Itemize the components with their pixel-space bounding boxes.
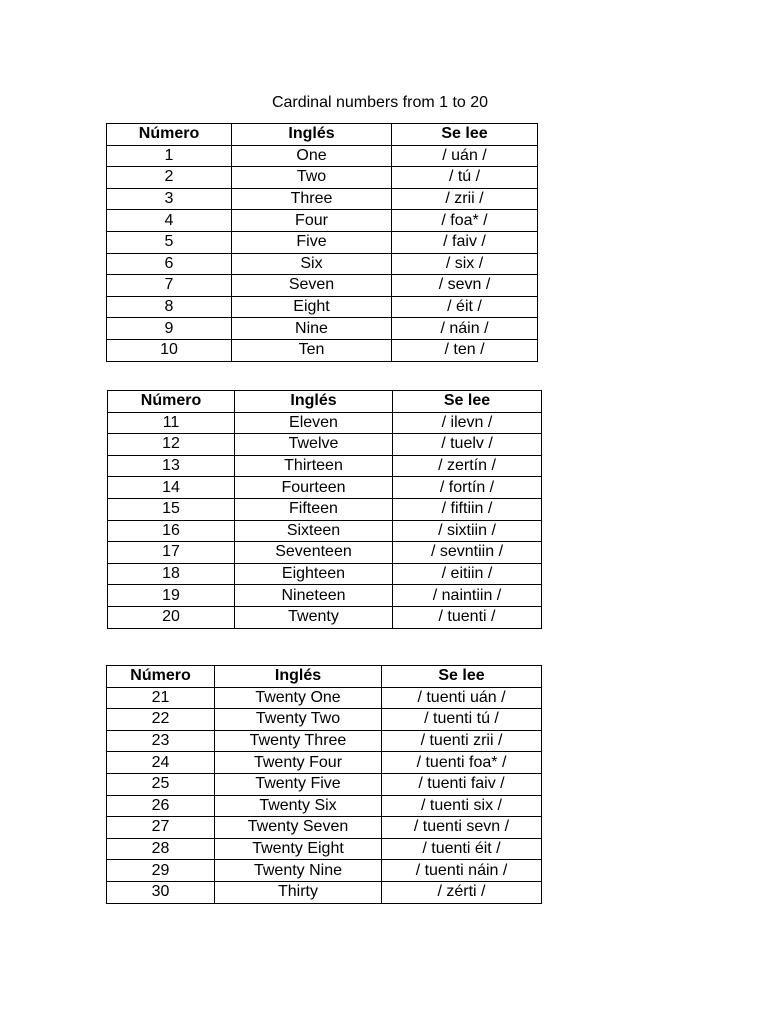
cell-se-lee: / zrii / xyxy=(392,188,538,210)
cell-ingles: Fifteen xyxy=(235,498,393,520)
cell-ingles: Fourteen xyxy=(235,477,393,499)
cell-se-lee: / faiv / xyxy=(392,231,538,253)
table-row xyxy=(107,275,538,297)
table-row xyxy=(107,145,538,167)
cell-ingles: Eight xyxy=(232,296,392,318)
cell-ingles: Six xyxy=(232,253,392,275)
cell-ingles: Three xyxy=(232,188,392,210)
cell-se-lee: / foa* / xyxy=(392,210,538,232)
table-row xyxy=(108,585,542,607)
cell-se-lee: / sixtiin / xyxy=(393,520,542,542)
cell-numero: 3 xyxy=(107,188,232,210)
table-row xyxy=(107,860,542,882)
cell-se-lee: / tuelv / xyxy=(393,434,542,456)
cell-ingles: Twenty One xyxy=(215,687,382,709)
cell-ingles: Seven xyxy=(232,275,392,297)
cell-se-lee: / tuenti tú / xyxy=(382,709,542,731)
table-header-row xyxy=(107,666,542,688)
cell-ingles: Twenty Nine xyxy=(215,860,382,882)
table-row xyxy=(107,730,542,752)
cell-numero: 12 xyxy=(108,434,235,456)
cell-se-lee: / náin / xyxy=(392,318,538,340)
cell-ingles: Sixteen xyxy=(235,520,393,542)
cell-se-lee: / sevn / xyxy=(392,275,538,297)
table-row xyxy=(107,188,538,210)
cell-numero: 28 xyxy=(107,838,215,860)
table-row xyxy=(107,231,538,253)
table-row xyxy=(108,542,542,564)
cell-numero: 16 xyxy=(108,520,235,542)
cell-ingles: Nine xyxy=(232,318,392,340)
cell-numero: 21 xyxy=(107,687,215,709)
cell-ingles: Seventeen xyxy=(235,542,393,564)
cell-numero: 7 xyxy=(107,275,232,297)
cell-numero: 17 xyxy=(108,542,235,564)
cell-numero: 23 xyxy=(107,730,215,752)
table-row xyxy=(108,498,542,520)
cell-numero: 25 xyxy=(107,773,215,795)
header-se-lee: Se lee xyxy=(393,391,542,413)
cell-ingles: Thirteen xyxy=(235,455,393,477)
table-row xyxy=(107,296,538,318)
cell-ingles: Four xyxy=(232,210,392,232)
cell-se-lee: / zérti / xyxy=(382,881,542,903)
table-row xyxy=(108,606,542,628)
cell-se-lee: / tuenti faiv / xyxy=(382,773,542,795)
cell-numero: 20 xyxy=(108,606,235,628)
table-row xyxy=(107,339,538,361)
table-row xyxy=(108,434,542,456)
cell-numero: 29 xyxy=(107,860,215,882)
table-row xyxy=(108,477,542,499)
cell-numero: 15 xyxy=(108,498,235,520)
cell-numero: 5 xyxy=(107,231,232,253)
table-header-row xyxy=(108,391,542,413)
cell-se-lee: / uán / xyxy=(392,145,538,167)
cell-ingles: One xyxy=(232,145,392,167)
numbers-table-11-20 xyxy=(107,390,542,629)
table-row xyxy=(108,412,542,434)
cell-numero: 9 xyxy=(107,318,232,340)
cell-ingles: Eleven xyxy=(235,412,393,434)
cell-numero: 10 xyxy=(107,339,232,361)
cell-se-lee: / zertín / xyxy=(393,455,542,477)
header-numero: Número xyxy=(107,124,232,146)
table-row xyxy=(108,455,542,477)
cell-se-lee: / sevntiin / xyxy=(393,542,542,564)
cell-se-lee: / éit / xyxy=(392,296,538,318)
table-row xyxy=(107,253,538,275)
table-row xyxy=(107,773,542,795)
cell-se-lee: / eitiin / xyxy=(393,563,542,585)
table-row xyxy=(107,752,542,774)
header-ingles: Inglés xyxy=(232,124,392,146)
cell-ingles: Twelve xyxy=(235,434,393,456)
cell-numero: 18 xyxy=(108,563,235,585)
cell-ingles: Twenty xyxy=(235,606,393,628)
table-row xyxy=(107,167,538,189)
cell-numero: 4 xyxy=(107,210,232,232)
cell-se-lee: / fortín / xyxy=(393,477,542,499)
table-row xyxy=(107,318,538,340)
table-row xyxy=(107,210,538,232)
cell-se-lee: / naintiin / xyxy=(393,585,542,607)
table-header-row xyxy=(107,124,538,146)
cell-se-lee: / tuenti zrii / xyxy=(382,730,542,752)
table-row xyxy=(107,795,542,817)
cell-numero: 19 xyxy=(108,585,235,607)
cell-ingles: Five xyxy=(232,231,392,253)
cell-se-lee: / tuenti éit / xyxy=(382,838,542,860)
numbers-table-21-30 xyxy=(106,665,542,904)
cell-ingles: Twenty Six xyxy=(215,795,382,817)
cell-ingles: Thirty xyxy=(215,881,382,903)
header-numero: Número xyxy=(108,391,235,413)
cell-se-lee: / tuenti / xyxy=(393,606,542,628)
cell-ingles: Twenty Three xyxy=(215,730,382,752)
table-row xyxy=(107,817,542,839)
header-ingles: Inglés xyxy=(235,391,393,413)
cell-ingles: Eighteen xyxy=(235,563,393,585)
page-title: Cardinal numbers from 1 to 20 xyxy=(271,94,489,111)
table-row xyxy=(108,563,542,585)
cell-se-lee: / tuenti six / xyxy=(382,795,542,817)
cell-ingles: Nineteen xyxy=(235,585,393,607)
cell-numero: 14 xyxy=(108,477,235,499)
cell-se-lee: / tuenti foa* / xyxy=(382,752,542,774)
header-se-lee: Se lee xyxy=(392,124,538,146)
header-ingles: Inglés xyxy=(215,666,382,688)
cell-numero: 13 xyxy=(108,455,235,477)
cell-se-lee: / fiftiin / xyxy=(393,498,542,520)
cell-ingles: Twenty Four xyxy=(215,752,382,774)
cell-numero: 1 xyxy=(107,145,232,167)
cell-ingles: Twenty Eight xyxy=(215,838,382,860)
cell-numero: 2 xyxy=(107,167,232,189)
cell-numero: 30 xyxy=(107,881,215,903)
cell-se-lee: / ten / xyxy=(392,339,538,361)
table-row xyxy=(107,838,542,860)
cell-numero: 27 xyxy=(107,817,215,839)
cell-se-lee: / six / xyxy=(392,253,538,275)
cell-ingles: Twenty Seven xyxy=(215,817,382,839)
cell-se-lee: / tuenti náin / xyxy=(382,860,542,882)
cell-numero: 22 xyxy=(107,709,215,731)
header-se-lee: Se lee xyxy=(382,666,542,688)
cell-numero: 8 xyxy=(107,296,232,318)
cell-ingles: Ten xyxy=(232,339,392,361)
cell-numero: 26 xyxy=(107,795,215,817)
cell-se-lee: / tuenti uán / xyxy=(382,687,542,709)
table-row xyxy=(108,520,542,542)
cell-ingles: Two xyxy=(232,167,392,189)
cell-numero: 11 xyxy=(108,412,235,434)
table-row xyxy=(107,881,542,903)
cell-se-lee: / tú / xyxy=(392,167,538,189)
cell-numero: 6 xyxy=(107,253,232,275)
cell-se-lee: / ilevn / xyxy=(393,412,542,434)
cell-numero: 24 xyxy=(107,752,215,774)
table-row xyxy=(107,709,542,731)
table-row xyxy=(107,687,542,709)
cell-ingles: Twenty Five xyxy=(215,773,382,795)
numbers-table-1-10 xyxy=(106,123,538,362)
cell-se-lee: / tuenti sevn / xyxy=(382,817,542,839)
header-numero: Número xyxy=(107,666,215,688)
cell-ingles: Twenty Two xyxy=(215,709,382,731)
